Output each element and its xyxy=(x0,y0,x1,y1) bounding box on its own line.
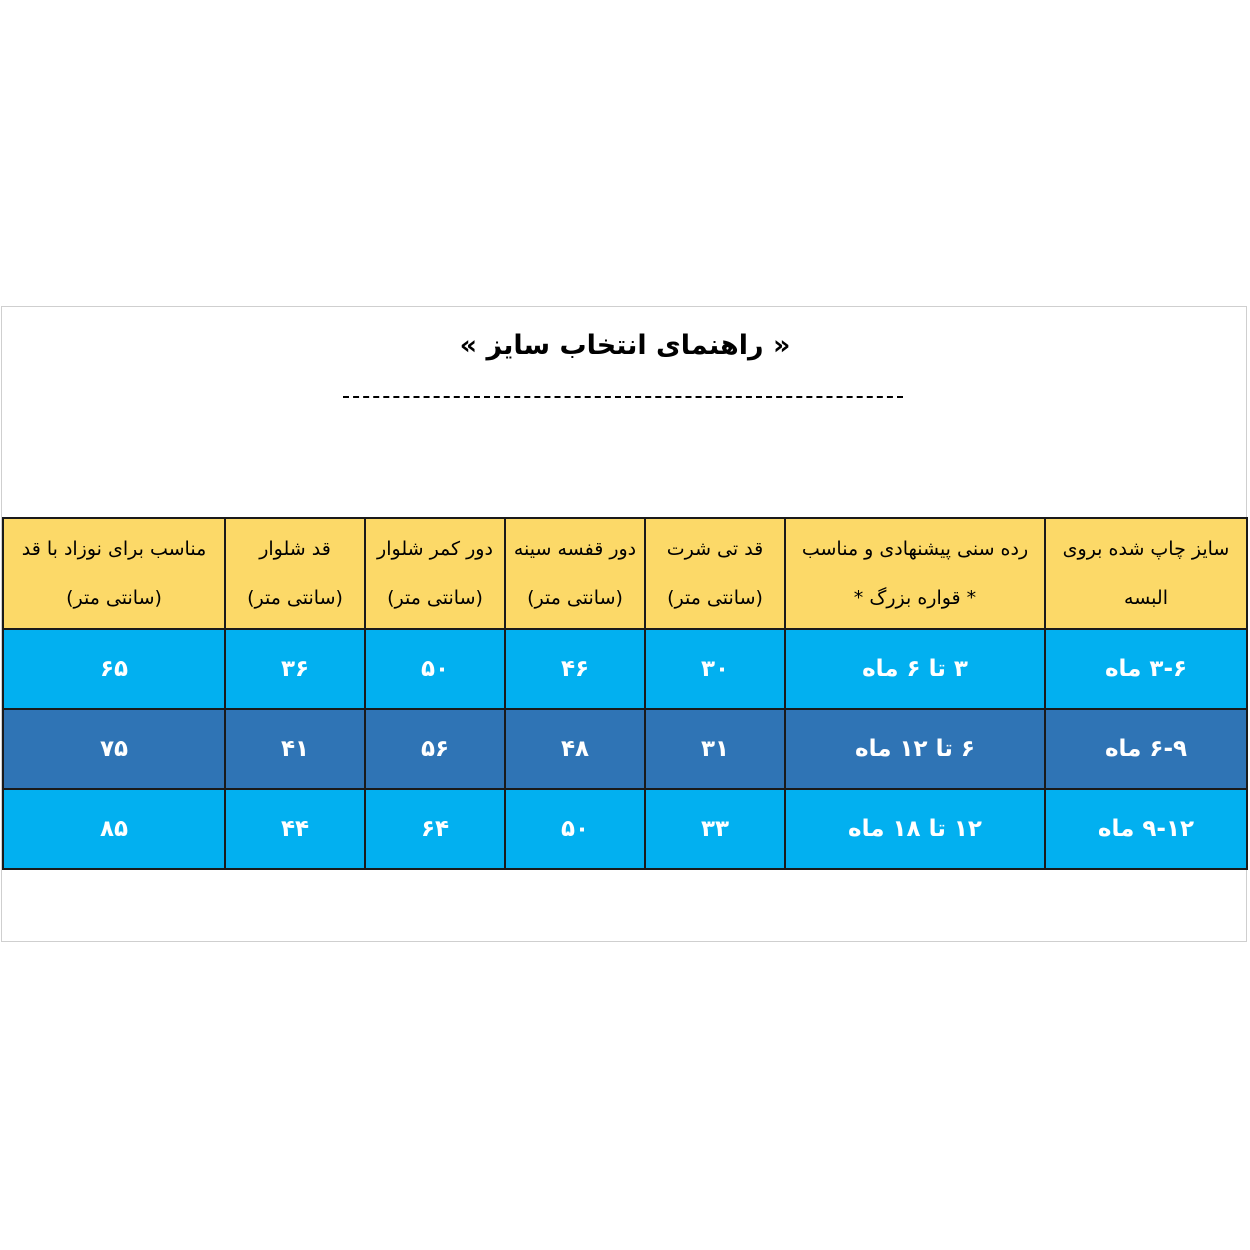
size-table xyxy=(2,517,1248,870)
table-row xyxy=(3,789,1247,869)
header-waist: دور کمر شلوار (سانتی متر) xyxy=(365,518,505,629)
table-cell: ۶۴ xyxy=(365,789,505,869)
table-cell: ۳-۶ ماه xyxy=(1045,629,1247,709)
header-baby-height: مناسب برای نوزاد با قد (سانتی متر) xyxy=(3,518,225,629)
table-cell: ۴۱ xyxy=(225,709,365,789)
header-age-range: رده سنی پیشنهادی و مناسب * قواره بزرگ * xyxy=(785,518,1045,629)
header-chest: دور قفسه سینه (سانتی متر) xyxy=(505,518,645,629)
table-cell: ۶-۹ ماه xyxy=(1045,709,1247,789)
table-cell: ۴۶ xyxy=(505,629,645,709)
table-cell: ۳۶ xyxy=(225,629,365,709)
table-cell: ۳۳ xyxy=(645,789,785,869)
header-tshirt-length: قد تی شرت (سانتی متر) xyxy=(645,518,785,629)
header-pants-length: قد شلوار (سانتی متر) xyxy=(225,518,365,629)
table-cell: ۷۵ xyxy=(3,709,225,789)
table-cell: ۹-۱۲ ماه xyxy=(1045,789,1247,869)
table-cell: ۵۰ xyxy=(365,629,505,709)
table-cell: ۸۵ xyxy=(3,789,225,869)
table-cell: ۱۲ تا ۱۸ ماه xyxy=(785,789,1045,869)
table-row xyxy=(3,629,1247,709)
table-cell: ۳۰ xyxy=(645,629,785,709)
table-cell: ۵۶ xyxy=(365,709,505,789)
table-cell: ۵۰ xyxy=(505,789,645,869)
title-divider xyxy=(343,396,903,398)
page-title: « راهنمای انتخاب سایز » xyxy=(459,330,791,361)
table-cell: ۳ تا ۶ ماه xyxy=(785,629,1045,709)
table-row xyxy=(3,709,1247,789)
table-cell: ۴۴ xyxy=(225,789,365,869)
table-cell: ۳۱ xyxy=(645,709,785,789)
table-cell: ۶ تا ۱۲ ماه xyxy=(785,709,1045,789)
header-printed-size: سایز چاپ شده بروی البسه xyxy=(1045,518,1247,629)
table-cell: ۴۸ xyxy=(505,709,645,789)
table-header-row xyxy=(3,518,1247,629)
table-cell: ۶۵ xyxy=(3,629,225,709)
